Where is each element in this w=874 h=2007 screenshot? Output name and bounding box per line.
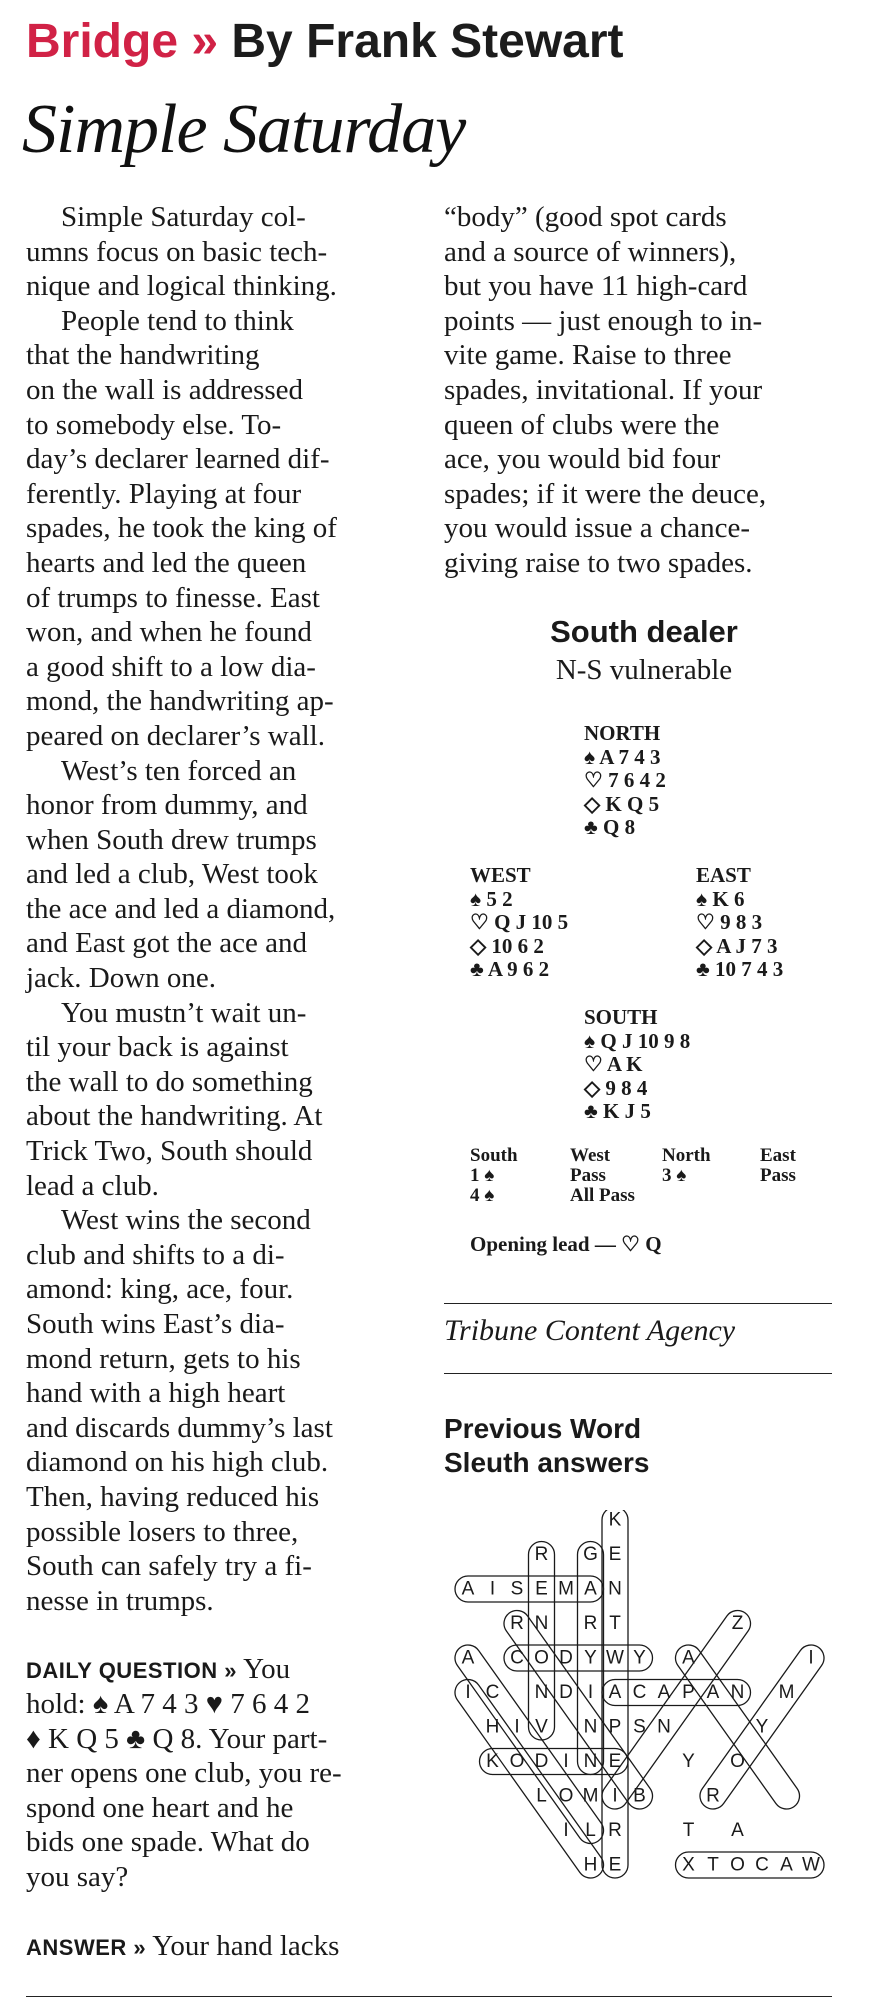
bidding-header: South (470, 1145, 518, 1166)
grid-letter: V (535, 1716, 548, 1738)
opening-lead: Opening lead — ♡ Q (470, 1232, 662, 1256)
grid-letter: Y (584, 1647, 597, 1669)
section-label[interactable]: Bridge » (26, 15, 219, 68)
text-line: South can safely try a fi- (26, 1550, 312, 1583)
south-diamonds: ◇ 9 8 4 (584, 1075, 648, 1100)
south-hearts: ♡ A K (584, 1052, 643, 1076)
bidding-col-north (662, 1146, 711, 1186)
text-line: you would issue a chance- (444, 512, 751, 545)
south-label: SOUTH (584, 1005, 658, 1029)
text-line: on the wall is addressed (26, 373, 304, 406)
grid-letter: O (730, 1751, 745, 1772)
text-line: of trumps to finesse. East (26, 581, 320, 614)
bid-cell: 3 ♠ (662, 1165, 687, 1186)
grid-letter: M (558, 1578, 574, 1600)
east-hand (696, 864, 783, 982)
text-line: bids one spade. What do (26, 1826, 310, 1859)
south-clubs: ♣ K J 5 (584, 1099, 651, 1123)
bid-cell: 1 ♠ (470, 1165, 495, 1186)
article-title: Simple Saturday (22, 91, 466, 168)
grid-letter: M (778, 1682, 795, 1703)
bid-cell: 4 ♠ (470, 1185, 495, 1206)
bidding-header: North (662, 1145, 711, 1166)
grid-letter: N (534, 1613, 549, 1634)
text-line: “body” (good spot cards (444, 201, 727, 233)
grid-letter: R (583, 1613, 598, 1634)
section-label: ANSWER » (26, 1934, 147, 1960)
grid-letter: P (682, 1682, 695, 1703)
grid-letter: H (485, 1716, 500, 1738)
grid-letter: E (608, 1854, 622, 1876)
column-header (26, 14, 624, 69)
text-line (26, 1929, 416, 1964)
grid-letter: B (633, 1785, 646, 1807)
grid-letter: A (461, 1647, 475, 1669)
grid-letter: N (730, 1682, 745, 1703)
puzzle-heading-line: Previous Word (444, 1413, 642, 1444)
grid-letter: N (534, 1682, 549, 1703)
text-line: but you have 11 high-card (444, 270, 748, 303)
grid-letter: I (514, 1716, 520, 1738)
text-line: spades, invitational. If your (444, 373, 763, 406)
grid-letter: N (583, 1716, 598, 1738)
grid-letter: I (587, 1682, 594, 1703)
text-line: ♦ K Q 5 ♣ Q 8. Your part- (26, 1722, 328, 1755)
byline: By Frank Stewart (231, 15, 624, 68)
west-label: WEST (470, 863, 531, 887)
grid-letter: R (510, 1613, 524, 1634)
text-line: vite game. Raise to three (444, 339, 732, 372)
text-line: West’s ten forced an (61, 754, 297, 787)
text-line: and a source of winners), (444, 235, 737, 268)
bidding-col-west (570, 1146, 635, 1206)
grid-letter: A (584, 1578, 597, 1600)
grid-letter: T (682, 1820, 695, 1841)
grid-letter: R (534, 1544, 549, 1565)
grid-letter: O (534, 1647, 549, 1669)
grid-letter: Y (682, 1751, 695, 1772)
grid-letter: K (486, 1751, 499, 1772)
north-hearts: ♡ 7 6 4 2 (584, 768, 666, 792)
text-line: hold: ♠ A 7 4 3 ♥ 7 6 4 2 (26, 1687, 310, 1720)
text-line: the wall to do something (26, 1065, 313, 1098)
grid-letter: H (583, 1854, 598, 1876)
body-column-right (444, 200, 844, 581)
grid-letter: I (489, 1578, 496, 1600)
paragraph-gap (26, 1895, 416, 1929)
text-line: Simple Saturday col- (61, 201, 306, 233)
text-line: day’s declarer learned dif- (26, 443, 330, 476)
bidding-header: East (760, 1145, 796, 1166)
text-line: nesse in trumps. (26, 1584, 214, 1617)
text-line: when South drew trumps (26, 823, 317, 856)
west-spades: ♠ 5 2 (470, 886, 513, 911)
grid-letter: E (608, 1751, 622, 1772)
grid-letter: C (510, 1647, 524, 1669)
text-line: spades; if it were the deuce, (444, 477, 767, 510)
text-line: hand with a high heart (26, 1377, 286, 1410)
text-line: that the handwriting (26, 339, 260, 372)
grid-letter: O (558, 1785, 574, 1807)
grid-letter: Z (731, 1613, 744, 1634)
grid-letter: S (510, 1578, 524, 1600)
north-hand (584, 722, 666, 840)
divider (444, 1303, 832, 1304)
text-line: People tend to think (61, 304, 294, 337)
text-line: ferently. Playing at four (26, 477, 302, 510)
puzzle-heading-line: Sleuth answers (444, 1447, 650, 1478)
credit-line: Tribune Content Agency (444, 1314, 736, 1347)
grid-letter: K (608, 1510, 622, 1531)
grid-letter: I (563, 1751, 569, 1772)
grid-letter: X (682, 1854, 695, 1876)
grid-letter: M (582, 1785, 599, 1807)
north-clubs: ♣ Q 8 (584, 815, 636, 839)
grid-letter: I (612, 1785, 618, 1807)
bidding-col-east (760, 1146, 796, 1186)
bid-cell: Pass (570, 1165, 606, 1186)
north-diamonds: ◇ K Q 5 (584, 791, 660, 816)
east-clubs: ♣ 10 7 4 3 (696, 957, 784, 981)
text-line: peared on declarer’s wall. (26, 719, 325, 752)
divider (444, 1373, 832, 1374)
grid-letter: R (608, 1820, 622, 1841)
grid-letter: G (583, 1544, 598, 1565)
text-line: the ace and led a diamond, (26, 892, 336, 925)
text-line: Then, having reduced his (26, 1480, 320, 1513)
found-word-loop (450, 1674, 609, 1883)
text-line: jack. Down one. (26, 962, 217, 995)
grid-letter: E (608, 1544, 622, 1565)
grid-letter: A (731, 1820, 744, 1841)
grid-letter: A (608, 1682, 622, 1703)
text-line: and East got the ace and (26, 927, 308, 960)
west-hand (470, 864, 568, 982)
west-hearts: ♡ Q J 10 5 (470, 910, 569, 934)
text-line: til your back is against (26, 1031, 289, 1064)
grid-letter: T (707, 1854, 719, 1876)
grid-letter: D (559, 1647, 573, 1669)
north-label: NORTH (584, 721, 661, 745)
grid-letter: E (535, 1578, 548, 1600)
grid-letter: I (808, 1647, 814, 1669)
text-line: won, and when he found (26, 616, 312, 649)
grid-letter: P (608, 1716, 622, 1738)
grid-letter: N (583, 1751, 598, 1772)
text-line: diamond on his high club. (26, 1446, 329, 1479)
text-line: umns focus on basic tech- (26, 235, 328, 268)
grid-letter: A (780, 1854, 793, 1876)
text-line: spades, he took the king of (26, 512, 337, 545)
grid-letter: A (657, 1682, 671, 1703)
west-diamonds: ◇ 10 6 2 (470, 933, 544, 958)
found-word-loop (455, 1576, 604, 1602)
dealer-heading: South dealer (550, 614, 738, 649)
text-line: to somebody else. To- (26, 408, 282, 441)
text-line: a good shift to a low dia- (26, 650, 316, 683)
grid-letter: D (534, 1751, 549, 1772)
text-line: West wins the second (61, 1204, 311, 1237)
grid-letter: A (461, 1578, 475, 1600)
grid-letter: I (563, 1820, 569, 1841)
grid-letter: N (608, 1578, 622, 1600)
bidding-header: West (570, 1145, 611, 1166)
grid-letter: O (509, 1751, 525, 1772)
grid-letter: W (606, 1647, 624, 1669)
bid-cell: All Pass (570, 1185, 635, 1206)
vulnerability-line: N-S vulnerable (555, 654, 733, 686)
east-label: EAST (696, 863, 751, 887)
grid-letter: I (465, 1682, 471, 1703)
puzzle-heading (444, 1412, 649, 1480)
paragraph-gap (26, 1618, 416, 1652)
grid-letter: W (802, 1854, 820, 1876)
text-line: nique and logical thinking. (26, 270, 337, 303)
text-line: possible losers to three, (26, 1515, 299, 1548)
grid-letter: A (706, 1682, 720, 1703)
grid-letter: Y (755, 1716, 769, 1738)
text-line: lead a club. (26, 1169, 159, 1202)
south-spades: ♠ Q J 10 9 8 (584, 1028, 691, 1053)
body-column-left (26, 200, 416, 1963)
text-span: Your hand lacks (146, 1929, 340, 1962)
text-line: Trick Two, South should (26, 1135, 313, 1168)
found-word-loop (529, 1542, 555, 1741)
text-line: and led a club, West took (26, 858, 318, 891)
grid-letter: Y (633, 1647, 646, 1669)
text-line: mond, the handwriting ap- (26, 685, 334, 718)
word-sleuth-grid (444, 1510, 834, 1980)
north-spades: ♠ A 7 4 3 (584, 744, 661, 769)
south-hand (584, 1006, 690, 1124)
text-line: South wins East’s dia- (26, 1308, 285, 1340)
grid-letter: C (485, 1682, 500, 1703)
section-label: DAILY QUESTION » (26, 1658, 237, 1684)
grid-letter: N (657, 1716, 671, 1738)
text-line: and discards dummy’s last (26, 1411, 333, 1444)
text-line: queen of clubs were the (444, 408, 720, 441)
grid-letter: L (536, 1785, 547, 1807)
west-clubs: ♣ A 9 6 2 (470, 957, 550, 981)
east-diamonds: ◇ A J 7 3 (696, 933, 778, 958)
divider (26, 1996, 832, 1997)
grid-letter: C (755, 1854, 769, 1876)
east-hearts: ♡ 9 8 3 (696, 910, 763, 934)
text-line: spond one heart and he (26, 1791, 294, 1824)
found-word-loop (499, 1605, 658, 1814)
text-line: giving raise to two spades. (444, 546, 753, 579)
grid-letter: A (682, 1647, 695, 1669)
grid-letter: S (633, 1716, 646, 1738)
grid-letter: D (559, 1682, 573, 1703)
bidding-col-south (470, 1146, 518, 1206)
text-line: ace, you would bid four (444, 443, 721, 476)
text-line: points — just enough to in- (444, 304, 763, 337)
text-line: you say? (26, 1860, 129, 1893)
text-line: hearts and led the queen (26, 546, 307, 579)
text-line: mond return, gets to his (26, 1342, 301, 1375)
grid-letter: R (706, 1785, 720, 1807)
grid-letter: O (730, 1854, 745, 1876)
text-line (26, 1652, 416, 1687)
grid-letter: T (609, 1613, 621, 1634)
text-span: You (236, 1653, 291, 1686)
grid-letter: L (585, 1820, 596, 1841)
bid-cell: Pass (760, 1165, 796, 1186)
text-line: ner opens one club, you re- (26, 1757, 342, 1790)
grid-letter: C (632, 1682, 647, 1703)
text-line: honor from dummy, and (26, 789, 308, 822)
text-line: You mustn’t wait un- (61, 996, 307, 1029)
text-line: about the handwriting. At (26, 1100, 323, 1133)
found-word-loop (597, 1605, 756, 1814)
text-line: club and shifts to a di- (26, 1238, 285, 1271)
text-line: amond: king, ace, four. (26, 1273, 294, 1306)
east-spades: ♠ K 6 (696, 886, 745, 911)
